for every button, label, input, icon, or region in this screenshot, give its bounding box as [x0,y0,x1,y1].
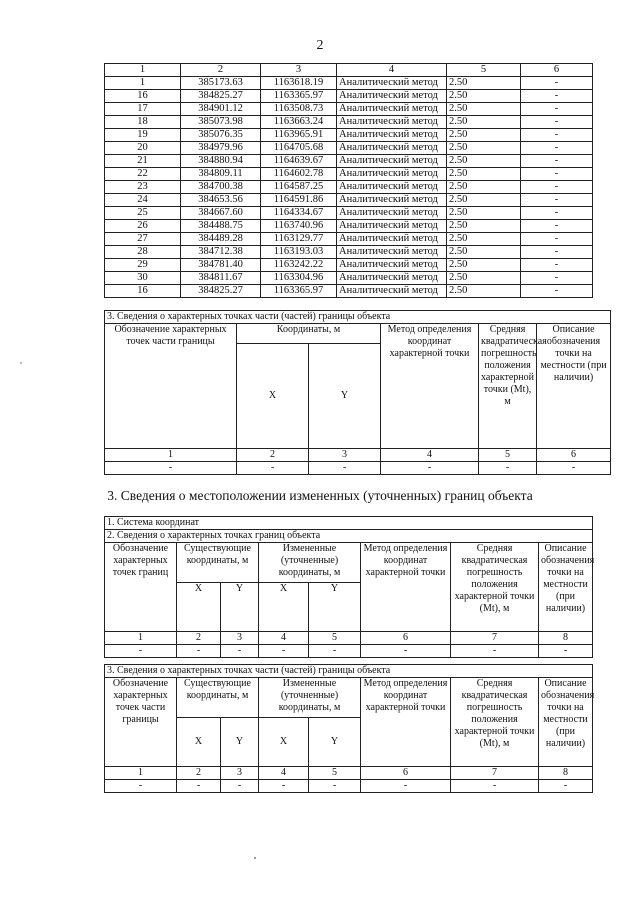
changed-part-points-table [104,664,593,793]
x-coordinate-cell: 384667.60 [181,207,261,220]
method-cell: Аналитический метод [337,181,447,194]
column-header-existing: Существующие координаты, м [177,678,259,718]
section-heading: 2. Сведения о характерных точках границ объекта [105,530,593,543]
value-cell: - [479,462,537,475]
column-header-x: X [259,718,309,767]
page-number: 2 [316,38,324,53]
y-coordinate-cell: 1163129.77 [261,233,337,246]
point-number-cell: 23 [105,181,181,194]
table-row [105,259,593,272]
y-coordinate-cell: 1163242.22 [261,259,337,272]
column-header-point: Обозначение характерных точек границ [105,543,177,632]
x-coordinate-cell: 384979.96 [181,142,261,155]
description-cell: - [521,142,593,155]
value-cell: - [177,645,221,658]
y-coordinate-cell: 1164334.67 [261,207,337,220]
table-row [105,220,593,233]
value-cell: - [309,462,381,475]
y-coordinate-cell: 1163965.91 [261,129,337,142]
y-coordinate-cell: 1164639.67 [261,155,337,168]
method-cell: Аналитический метод [337,168,447,181]
value-cell: - [105,462,237,475]
method-cell: Аналитический метод [337,272,447,285]
description-cell: - [521,285,593,298]
number-cell: 2 [237,449,309,462]
method-cell: Аналитический метод [337,129,447,142]
column-header-existing: Существующие координаты, м [177,543,259,583]
error-cell: 2.50 [447,142,521,155]
y-coordinate-cell: 1163508.73 [261,103,337,116]
y-coordinate-cell: 1164591.86 [261,194,337,207]
description-cell: - [521,246,593,259]
table-row [105,233,593,246]
error-cell: 2.50 [447,220,521,233]
column-header-y: Y [221,718,259,767]
table-row [105,90,593,103]
column-header-x: X [237,344,309,449]
column-header-description: Описание обозначения точки на местности (при наличии) [539,678,593,767]
table-row [105,168,593,181]
number-cell: 4 [381,449,479,462]
value-cell: - [177,780,221,793]
x-coordinate-cell: 384488.75 [181,220,261,233]
description-cell: - [521,155,593,168]
point-number-cell: 17 [105,103,181,116]
table-row [105,116,593,129]
column-header-error: Средняя квадратическая погрешность положения характерной точки (Мt), м [451,678,539,767]
x-coordinate-cell: 384712.38 [181,246,261,259]
x-coordinate-cell: 384809.11 [181,168,261,181]
error-cell: 2.50 [447,194,521,207]
point-number-cell: 19 [105,129,181,142]
number-cell: 3 [221,632,259,645]
point-number-cell: 30 [105,272,181,285]
y-coordinate-cell: 1163304.96 [261,272,337,285]
y-coordinate-cell: 1163365.97 [261,285,337,298]
header-cell: 3 [261,64,337,77]
column-header-changed: Измененные (уточненные) координаты, м [259,543,361,583]
method-cell: Аналитический метод [337,220,447,233]
column-header-changed: Измененные (уточненные) координаты, м [259,678,361,718]
table-row [105,246,593,259]
x-coordinate-cell: 384880.94 [181,155,261,168]
y-coordinate-cell: 1163618.19 [261,77,337,90]
method-cell: Аналитический метод [337,285,447,298]
value-cell: - [309,645,361,658]
point-number-cell: 28 [105,246,181,259]
number-cell: 4 [259,767,309,780]
method-cell: Аналитический метод [337,246,447,259]
description-cell: - [521,207,593,220]
method-cell: Аналитический метод [337,142,447,155]
header-cell: 4 [337,64,447,77]
description-cell: - [521,272,593,285]
header-cell: 5 [447,64,521,77]
value-cell: - [259,645,309,658]
number-cell: 6 [361,632,451,645]
table-row [105,142,593,155]
scan-mark [254,857,256,859]
table-row [105,449,611,462]
table-header-row [105,64,593,77]
column-header-point: Обозначение характерных точек части границы [105,324,237,449]
number-cell: 8 [539,767,593,780]
value-cell: - [539,645,593,658]
x-coordinate-cell: 385073.98 [181,116,261,129]
description-cell: - [521,90,593,103]
coordinates-table [104,63,593,298]
table-row [105,767,593,780]
y-coordinate-cell: 1163365.97 [261,90,337,103]
column-header-x: X [259,583,309,632]
value-cell: - [221,645,259,658]
error-cell: 2.50 [447,129,521,142]
error-cell: 2.50 [447,246,521,259]
column-header-method: Метод определения координат характерной точки [361,543,451,632]
value-cell: - [361,645,451,658]
y-coordinate-cell: 1164587.25 [261,181,337,194]
description-cell: - [521,181,593,194]
error-cell: 2.50 [447,103,521,116]
table-row [105,194,593,207]
number-cell: 3 [309,449,381,462]
number-cell: 4 [259,632,309,645]
point-number-cell: 18 [105,116,181,129]
scan-mark [20,362,22,364]
x-coordinate-cell: 384901.12 [181,103,261,116]
error-cell: 2.50 [447,116,521,129]
point-number-cell: 25 [105,207,181,220]
error-cell: 2.50 [447,233,521,246]
description-cell: - [521,116,593,129]
table-row [105,462,611,475]
column-header-error: Средняя квадратическая погрешность положения характерной точки (Мt), м [451,543,539,632]
column-header-coordinates: Координаты, м [237,324,381,344]
error-cell: 2.50 [447,272,521,285]
description-cell: - [521,220,593,233]
point-number-cell: 29 [105,259,181,272]
value-cell: - [309,780,361,793]
value-cell: - [451,780,539,793]
number-cell: 1 [105,767,177,780]
value-cell: - [237,462,309,475]
number-cell: 5 [479,449,537,462]
point-number-cell: 16 [105,285,181,298]
section-title: 3. Сведения о местоположении измененных (уточненных) границ объекта [107,488,533,503]
number-cell: 5 [309,767,361,780]
value-cell: - [451,645,539,658]
description-cell: - [521,168,593,181]
description-cell: - [521,77,593,90]
y-coordinate-cell: 1164602.78 [261,168,337,181]
error-cell: 2.50 [447,168,521,181]
column-header-y: Y [309,718,361,767]
x-coordinate-cell: 384489.28 [181,233,261,246]
table-row [105,207,593,220]
section-heading: 3. Сведения о характерных точках части (частей) границы объекта [105,665,593,678]
section-heading: 3. Сведения о характерных точках части (частей) границы объекта [105,311,611,324]
column-header-method: Метод определения координат характерной точки [381,324,479,449]
method-cell: Аналитический метод [337,103,447,116]
value-cell: - [105,780,177,793]
table-row [105,645,593,658]
point-number-cell: 20 [105,142,181,155]
method-cell: Аналитический метод [337,116,447,129]
x-coordinate-cell: 384781.40 [181,259,261,272]
column-header-error: Средняя квадратическая погрешность положения характерной точки (Мt), м [479,324,537,449]
x-coordinate-cell: 385173.63 [181,77,261,90]
point-number-cell: 21 [105,155,181,168]
changed-boundary-table [104,516,593,658]
y-coordinate-cell: 1163740.96 [261,220,337,233]
table-row [105,632,593,645]
number-cell: 6 [361,767,451,780]
error-cell: 2.50 [447,259,521,272]
number-cell: 3 [221,767,259,780]
header-cell: 6 [521,64,593,77]
point-number-cell: 1 [105,77,181,90]
table-row [105,129,593,142]
x-coordinate-cell: 384825.27 [181,90,261,103]
description-cell: - [521,259,593,272]
table-row [105,181,593,194]
error-cell: 2.50 [447,77,521,90]
error-cell: 2.50 [447,207,521,220]
error-cell: 2.50 [447,181,521,194]
description-cell: - [521,194,593,207]
method-cell: Аналитический метод [337,259,447,272]
method-cell: Аналитический метод [337,194,447,207]
number-cell: 5 [309,632,361,645]
x-coordinate-cell: 384700.38 [181,181,261,194]
value-cell: - [259,780,309,793]
column-header-point: Обозначение характерных точек части границы [105,678,177,767]
column-header-x: X [177,718,221,767]
header-cell: 2 [181,64,261,77]
error-cell: 2.50 [447,155,521,168]
number-cell: 6 [537,449,611,462]
error-cell: 2.50 [447,285,521,298]
table-row [105,103,593,116]
table-row [105,285,593,298]
method-cell: Аналитический метод [337,207,447,220]
x-coordinate-cell: 384825.27 [181,285,261,298]
number-cell: 1 [105,449,237,462]
coordinate-system-row: 1. Система координат [105,517,593,530]
point-number-cell: 16 [105,90,181,103]
value-cell: - [539,780,593,793]
column-header-y: Y [221,583,259,632]
column-header-method: Метод определения координат характерной точки [361,678,451,767]
point-number-cell: 27 [105,233,181,246]
part-points-table [104,310,611,475]
point-number-cell: 22 [105,168,181,181]
y-coordinate-cell: 1164705.68 [261,142,337,155]
x-coordinate-cell: 384811.67 [181,272,261,285]
point-number-cell: 26 [105,220,181,233]
number-cell: 2 [177,767,221,780]
table-row [105,780,593,793]
value-cell: - [537,462,611,475]
number-cell: 8 [539,632,593,645]
y-coordinate-cell: 1163663.24 [261,116,337,129]
column-header-y: Y [309,583,361,632]
header-cell: 1 [105,64,181,77]
point-number-cell: 24 [105,194,181,207]
column-header-description: Описание обозначения точки на местности (при наличии) [537,324,611,449]
x-coordinate-cell: 385076.35 [181,129,261,142]
number-cell: 7 [451,632,539,645]
column-header-y: Y [309,344,381,449]
number-cell: 2 [177,632,221,645]
y-coordinate-cell: 1163193.03 [261,246,337,259]
table-row [105,155,593,168]
value-cell: - [105,645,177,658]
error-cell: 2.50 [447,90,521,103]
x-coordinate-cell: 384653.56 [181,194,261,207]
value-cell: - [381,462,479,475]
method-cell: Аналитический метод [337,155,447,168]
number-cell: 1 [105,632,177,645]
table-row [105,77,593,90]
column-header-x: X [177,583,221,632]
description-cell: - [521,233,593,246]
table-row [105,272,593,285]
column-header-description: Описание обозначения точки на местности (при наличии) [539,543,593,632]
description-cell: - [521,103,593,116]
number-cell: 7 [451,767,539,780]
value-cell: - [221,780,259,793]
description-cell: - [521,129,593,142]
method-cell: Аналитический метод [337,233,447,246]
method-cell: Аналитический метод [337,77,447,90]
value-cell: - [361,780,451,793]
method-cell: Аналитический метод [337,90,447,103]
